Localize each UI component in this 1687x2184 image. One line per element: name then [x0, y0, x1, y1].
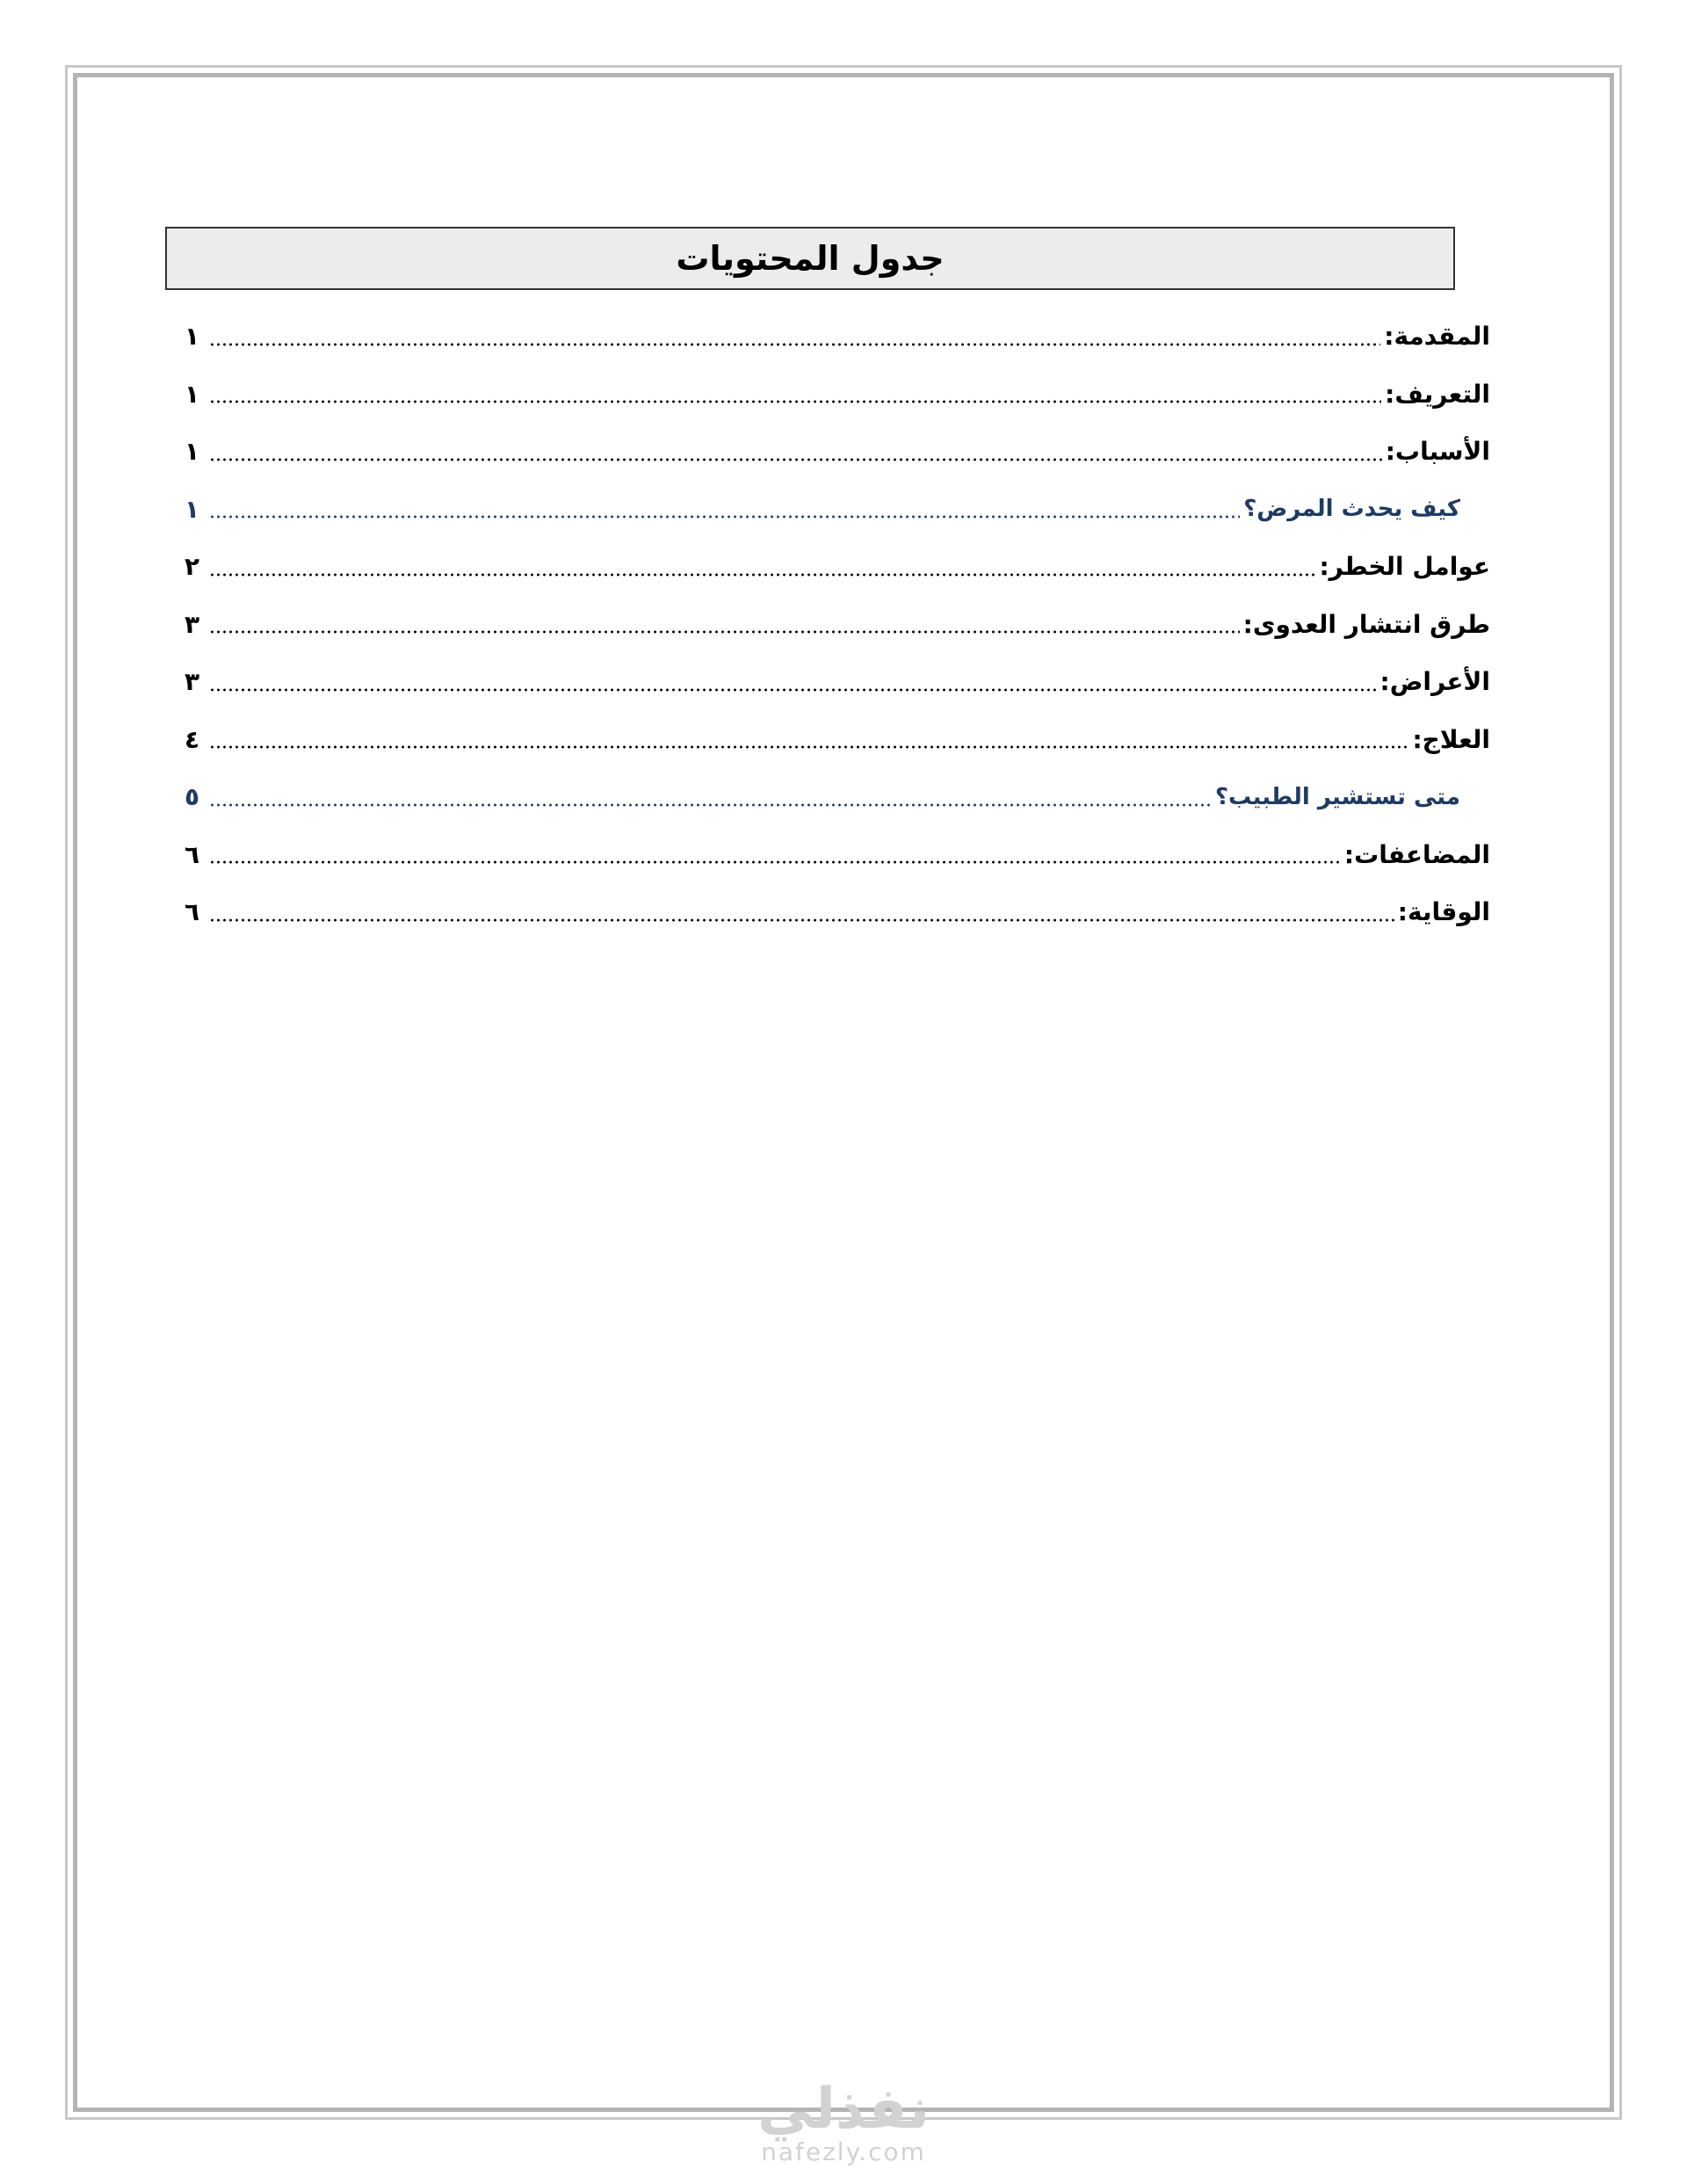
toc-dot-leader: [209, 688, 1377, 692]
toc-entry-label: التعريف:: [1385, 379, 1490, 409]
toc-entry-page: ٦: [185, 839, 200, 869]
toc-entry-page: ٣: [185, 609, 200, 639]
toc-entry-label: المضاعفات:: [1343, 839, 1490, 869]
toc-entry-label: الأعراض:: [1379, 667, 1490, 697]
toc-entry-label: متى تستشير الطبيب؟: [1214, 783, 1460, 810]
toc-entry-label: طرق انتشار العدوى:: [1242, 609, 1490, 639]
toc-entry[interactable]: [185, 653, 1490, 711]
toc-entry-label: عوامل الخطر:: [1319, 552, 1490, 582]
toc-entry[interactable]: [185, 596, 1490, 654]
toc-entry-page: ١: [185, 379, 200, 409]
toc-entry[interactable]: [185, 538, 1490, 596]
toc-entry-page: ١: [185, 494, 200, 524]
toc-dot-leader: [209, 343, 1380, 346]
toc-list: [185, 308, 1490, 941]
toc-entry-page: ١: [185, 437, 200, 467]
watermark-logo-text: نفذلي: [757, 2077, 930, 2142]
toc-entry-page: ٤: [185, 724, 200, 754]
toc-dot-leader: [209, 918, 1394, 922]
watermark: [720, 2077, 967, 2166]
toc-dot-leader: [209, 803, 1212, 807]
toc-dot-leader: [209, 458, 1382, 461]
toc-dot-leader: [209, 400, 1381, 403]
toc-entry-label: الأسباب:: [1385, 437, 1490, 467]
toc-entry[interactable]: [185, 366, 1490, 424]
toc-entry-page: ٢: [185, 552, 200, 582]
toc-entry-label: المقدمة:: [1384, 322, 1490, 352]
toc-dot-leader: [209, 573, 1315, 577]
toc-entry-label: العلاج:: [1412, 724, 1490, 754]
toc-entry-page: ١: [185, 322, 200, 352]
toc-dot-leader: [209, 515, 1240, 519]
toc-dot-leader: [209, 745, 1408, 749]
toc-dot-leader: [209, 630, 1240, 634]
toc-subentry[interactable]: [185, 481, 1490, 539]
toc-entry[interactable]: [185, 883, 1490, 941]
toc-title-box: [165, 227, 1455, 290]
toc-entry-page: ٥: [185, 782, 200, 812]
toc-entry[interactable]: [185, 308, 1490, 366]
toc-entry[interactable]: [185, 423, 1490, 481]
watermark-domain: nafezly.com: [761, 2137, 926, 2166]
toc-entry-label: الوقاية:: [1397, 897, 1490, 927]
toc-entry-label: كيف يحدث المرض؟: [1243, 496, 1460, 523]
toc-entry-page: ٦: [185, 897, 200, 927]
toc-entry-page: ٣: [185, 667, 200, 697]
toc-entry[interactable]: [185, 711, 1490, 769]
toc-entry[interactable]: [185, 826, 1490, 884]
toc-dot-leader: [209, 860, 1341, 864]
toc-title: جدول المحتويات: [676, 239, 945, 278]
toc-subentry[interactable]: [185, 768, 1490, 826]
